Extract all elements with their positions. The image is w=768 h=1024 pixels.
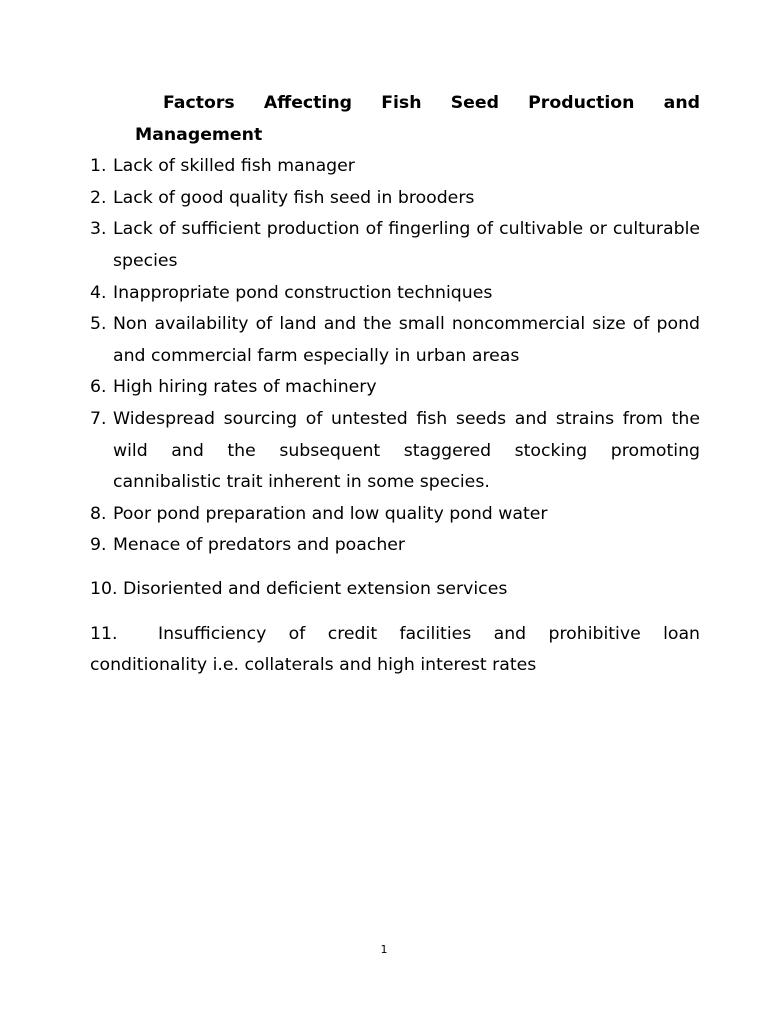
list-item-number: 5. <box>90 314 107 335</box>
list-item-text: Insufficiency of credit facilities and prohibitive loan conditionality i.e. collaterals and high interest rates <box>90 623 700 676</box>
list-item-number: 8. <box>90 503 107 524</box>
list-item-text: High hiring rates of machinery <box>113 377 377 398</box>
list-item <box>90 214 700 277</box>
list-item-text: Widespread sourcing of untested fish seeds and strains from the wild and the subsequent staggered stocking promoting cannibalistic trait inherent in some species. <box>113 408 700 493</box>
page-number: 1 <box>380 943 388 956</box>
list-item-text: Inappropriate pond construction techniques <box>113 282 493 303</box>
list-item <box>90 278 700 310</box>
list-item-number: 6. <box>90 377 107 398</box>
list-item-number: 7. <box>90 408 107 429</box>
list-item-number: 9. <box>90 535 107 556</box>
list-item <box>90 499 700 531</box>
factors-list <box>90 151 700 562</box>
document-title <box>90 88 700 151</box>
list-item-number: 2. <box>90 187 107 208</box>
list-item-number: 1. <box>90 156 107 177</box>
list-item <box>90 309 700 372</box>
list-item-text: Disoriented and deficient extension services <box>122 578 508 599</box>
list-item-10 <box>90 574 700 606</box>
list-item-text: Lack of sufficient production of fingerling of cultivable or culturable species <box>113 219 700 271</box>
list-item-text: Lack of skilled fish manager <box>113 156 355 177</box>
list-item-number: 3. <box>90 219 107 240</box>
list-item-text: Lack of good quality fish seed in brooders <box>113 187 475 208</box>
list-item <box>90 151 700 183</box>
list-item <box>90 404 700 499</box>
list-item-text: Non availability of land and the small noncommercial size of pond and commercial farm especially in urban areas <box>113 314 700 366</box>
document-body <box>90 88 700 682</box>
list-item <box>90 183 700 215</box>
list-item-11 <box>90 619 700 682</box>
list-item-number: 10. <box>90 578 118 599</box>
list-item <box>90 530 700 562</box>
list-item-number: 11. <box>90 623 118 644</box>
list-item-text: Menace of predators and poacher <box>113 535 406 556</box>
title-line-2: Management <box>135 124 263 145</box>
list-item-number: 4. <box>90 282 107 303</box>
list-item <box>90 372 700 404</box>
list-item-text: Poor pond preparation and low quality pond water <box>113 503 548 524</box>
title-line-1: Factors Affecting Fish Seed Production and <box>163 93 700 113</box>
